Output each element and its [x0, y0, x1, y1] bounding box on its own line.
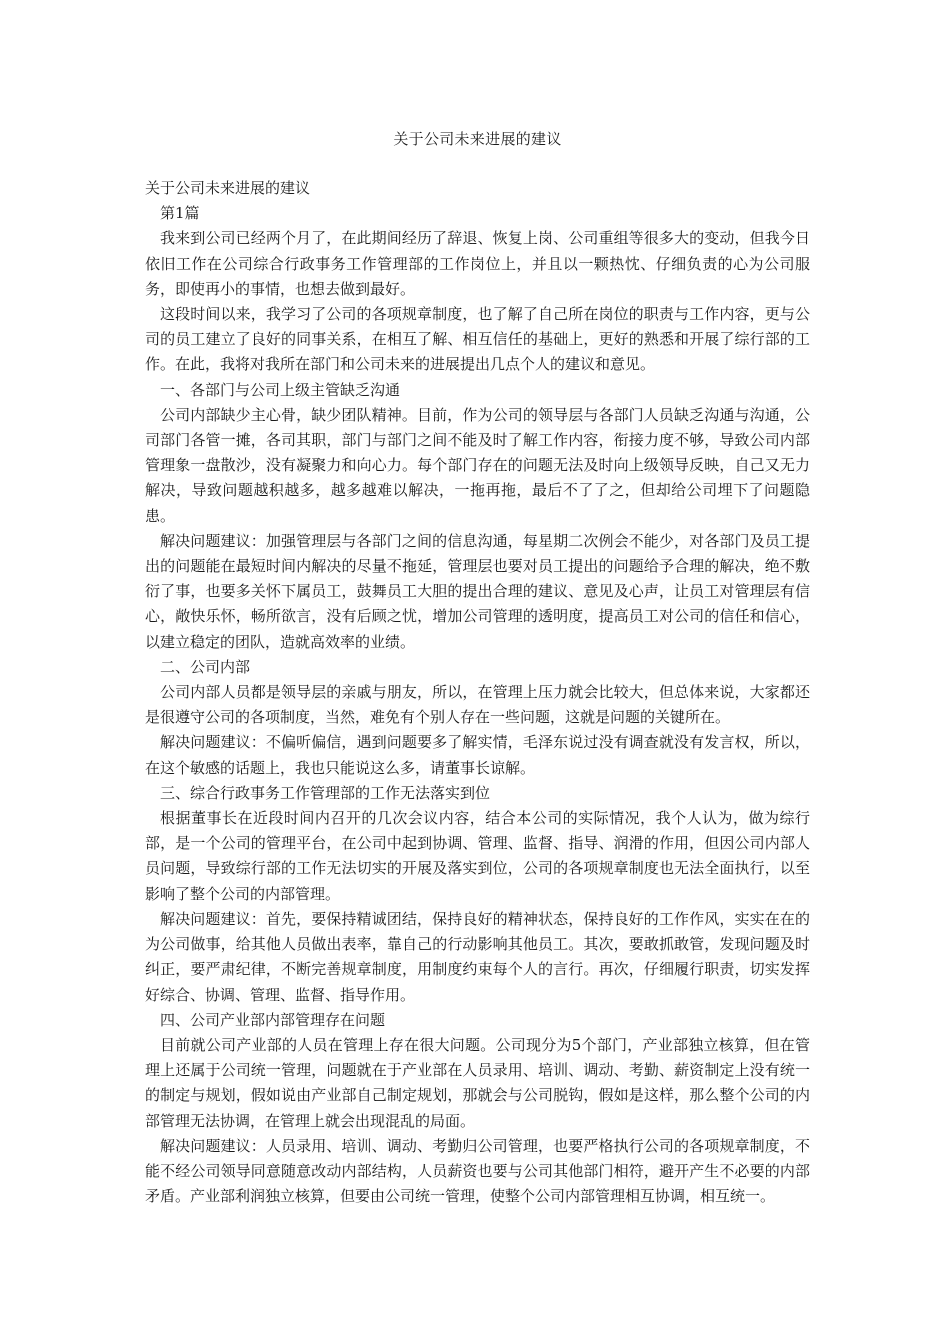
paragraph: 公司内部人员都是领导层的亲戚与朋友，所以，在管理上压力就会比较大，但总体来说，大家都还是很遵守公司的各项制度，当然，难免有个别人存在一些问题，这就是问题的关键所在。: [145, 683, 810, 727]
paragraph: 解决问题建议：加强管理层与各部门之间的信息沟通，每星期二次例会不能少，对各部门及员工提出的问题能在最短时间内解决的尽量不拖延，管理层也要对员工提出的问题给予合理的解决，绝不敷衍了事，也要多关怀下属员工，鼓舞员工大胆的提出合理的建议、意见及心声，让员工对管理层有信心，敞快乐怀，畅所欲言，没有后顾之忧，增加公司管理的透明度，提高员工对公司的信任和信心，以建立稳定的团队，造就高效率的业绩。: [145, 531, 810, 651]
document-subtitle: 关于公司未来进展的建议: [145, 179, 311, 197]
section-heading: 二、公司内部: [160, 657, 251, 676]
section-heading: 三、综合行政事务工作管理部的工作无法落实到位: [160, 783, 491, 802]
paragraph: 目前就公司产业部的人员在管理上存在很大问题。公司现分为5个部门，产业部独立核算，但在管理上还属于公司统一管理，问题就在于产业部在人员录用、培训、调动、考勤、薪资制定上没有统一的制定与规划，假如说由产业部自己制定规划，那就会与公司脱钩，假如是这样，那么整个公司的内部管理无法协调，在管理上就会出现混乱的局面。: [145, 1035, 810, 1130]
paragraph: 公司内部缺少主心骨，缺少团队精神。目前，作为公司的领导层与各部门人员缺乏沟通与沟通，公司部门各管一摊，各司其职，部门与部门之间不能及时了解工作内容，衔接力度不够，导致公司内部管理象一盘散沙，没有凝聚力和向心力。每个部门存在的问题无法及时向上级领导反映，自己又无力解决，导致问题越积越多，越多越难以解决，一拖再拖，最后不了了之，但却给公司埋下了问题隐患。: [145, 405, 810, 525]
paragraph: 解决问题建议：人员录用、培训、调动、考勤归公司管理，也要严格执行公司的各项规章制度，不能不经公司领导同意随意改动内部结构，人员薪资也要与公司其他部门相符，避开产生不必要的内部矛盾。产业部利润独立核算，但要由公司统一管理，使整个公司内部管理相互协调，相互统一。: [145, 1136, 810, 1206]
paragraph: 解决问题建议：不偏听偏信，遇到问题要多了解实情，毛泽东说过没有调查就没有发言权，所以，在这个敏感的话题上，我也只能说这么多，请董事长谅解。: [145, 733, 810, 777]
paragraph: 根据董事长在近段时间内召开的几次会议内容，结合本公司的实际情况，我个人认为，做为综行部，是一个公司的管理平台，在公司中起到协调、管理、监督、指导、润滑的作用，但因公司内部人员问题，导致综行部的工作无法切实的开展及落实到位，公司的各项规章制度也无法全面执行，以至影响了整个公司的内部管理。: [145, 809, 810, 903]
section-heading: 一、各部门与公司上级主管缺乏沟通: [160, 380, 401, 399]
paragraph: 解决问题建议：首先，要保持精诚团结，保持良好的精神状态，保持良好的工作作风，实实在在的为公司做事，给其他人员做出表率，靠自己的行动影响其他员工。其次，要敢抓敢管，发现问题及时纠正，要严肃纪律，不断完善规章制度，用制度约束每个人的言行。再次，仔细履行职责，切实发挥好综合、协调、管理、监督、指导作用。: [145, 909, 810, 1004]
paragraph: 这段时间以来，我学习了公司的各项规章制度，也了解了自己所在岗位的职责与工作内容，更与公司的员工建立了良好的同事关系，在相互了解、相互信任的基础上，更好的熟悉和开展了综行部的工作。在此，我将对我所在部门和公司未来的进展提出几点个人的建议和意见。: [145, 305, 810, 374]
paragraph: 我来到公司已经两个月了，在此期间经历了辞退、恢复上岗、公司重组等很多大的变动，但我今日依旧工作在公司综合行政事务工作管理部的工作岗位上，并且以一颗热忱、仔细负责的心为公司服务，即使再小的事情，也想去做到最好。: [145, 229, 810, 298]
section-heading: 四、公司产业部内部管理存在问题: [160, 1010, 386, 1029]
document-body: [145, 176, 810, 1209]
part-label: 第1篇: [160, 204, 200, 223]
document-title: 关于公司未来进展的建议: [393, 130, 562, 148]
